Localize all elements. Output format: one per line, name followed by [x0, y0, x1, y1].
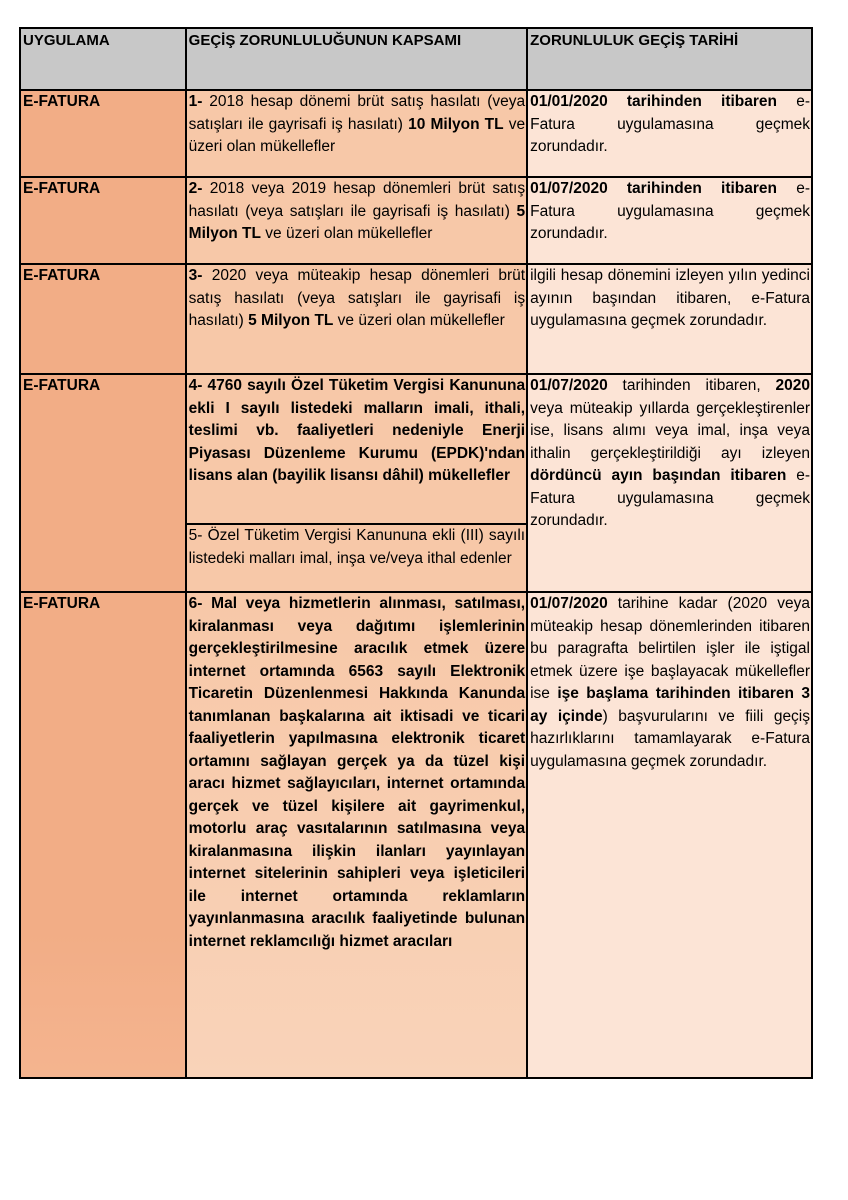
kapsam-cell: 4- 4760 sayılı Özel Tüketim Vergisi Kanununa ekli I sayılı listedeki malların imali, ithali, teslimi vb. faaliyetleri nedeniyle Enerji Piyasası Düzenleme Kurumu (EPDK)'ndan lisans alan (bayilik lisansı dâhil) mükellefler: [186, 374, 527, 524]
efatura-table: [19, 27, 813, 1079]
kapsam-cell: 5- Özel Tüketim Vergisi Kanununa ekli (III) sayılı listedeki malları imal, inşa ve/veya ithal edenler: [186, 524, 527, 592]
tarih-cell: 01/07/2020 tarihinden itibaren, 2020 veya müteakip yıllarda gerçekleştirenler ise, lisans alımı veya imal, inşa veya ithalin gerçekleştirildiği ayı izleyen dördüncü ayın başından itibaren e-Fatura uygulamasına geçmek zorundadır.: [527, 374, 812, 592]
table-row: [20, 90, 812, 177]
table-row: [20, 374, 812, 524]
tarih-cell: 01/07/2020 tarihine kadar (2020 veya müteakip hesap dönemlerinden itibaren bu paragrafta belirtilen işler ile iştigal etmek üzere işe başlayacak mükellefler ise işe başlama tarihinden itibaren 3 ay içinde) başvurularını ve fiili geçiş hazırlıklarını tamamlayarak e-Fatura uygulamasına geçmek zorundadır.: [527, 592, 812, 1078]
tarih-cell: 01/07/2020 tarihinden itibaren e-Fatura uygulamasına geçmek zorundadır.: [527, 177, 812, 264]
table-row: [20, 264, 812, 374]
tarih-cell: 01/01/2020 tarihinden itibaren e-Fatura uygulamasına geçmek zorundadır.: [527, 90, 812, 177]
header-row: [20, 28, 812, 90]
uygulama-cell: E-FATURA: [20, 264, 186, 374]
header-kapsam: GEÇİŞ ZORUNLULUĞUNUN KAPSAMI: [186, 28, 527, 90]
kapsam-cell: 2- 2018 veya 2019 hesap dönemleri brüt satış hasılatı (veya satışları ile gayrisafi iş hasılatı) 5 Milyon TL ve üzeri olan mükellefler: [186, 177, 527, 264]
uygulama-cell: E-FATURA: [20, 90, 186, 177]
kapsam-cell: 3- 2020 veya müteakip hesap dönemleri brüt satış hasılatı (veya satışları ile gayrisafi iş hasılatı) 5 Milyon TL ve üzeri olan mükellefler: [186, 264, 527, 374]
header-tarih: ZORUNLULUK GEÇİŞ TARİHİ: [527, 28, 812, 90]
table-row: [20, 177, 812, 264]
uygulama-cell: E-FATURA: [20, 592, 186, 1078]
uygulama-cell: E-FATURA: [20, 374, 186, 592]
table-row: [20, 592, 812, 1078]
header-uygulama: UYGULAMA: [20, 28, 186, 90]
kapsam-cell: 6- Mal veya hizmetlerin alınması, satılması, kiralanması veya dağıtımı işlemlerinin gerçekleştirilmesine aracılık etmek üzere internet ortamında 6563 sayılı Elektronik Ticaretin Düzenlenmesi Hakkında Kanunda tanımlanan başkalarına ait iktisadi ve ticari faaliyetlerin yapılmasına elektronik ticaret ortamını sağlayan gerçek ya da tüzel kişi aracı hizmet sağlayıcıları, internet ortamında gerçek ve tüzel kişilere ait gayrimenkul, motorlu araç vasıtalarının satılmasına veya kiralanmasına ilişkin ilanları yayınlayan internet sitelerinin sahipleri veya işleticileri ile internet ortamında reklamların yayınlanmasına aracılık faaliyetinde bulunan internet reklamcılığı hizmet aracıları: [186, 592, 527, 1078]
uygulama-cell: E-FATURA: [20, 177, 186, 264]
tarih-cell: ilgili hesap dönemini izleyen yılın yedinci ayının başından itibaren, e-Fatura uygulamasına geçmek zorundadır.: [527, 264, 812, 374]
kapsam-cell: 1- 2018 hesap dönemi brüt satış hasılatı (veya satışları ile gayrisafi iş hasılatı) 10 Milyon TL ve üzeri olan mükellefler: [186, 90, 527, 177]
